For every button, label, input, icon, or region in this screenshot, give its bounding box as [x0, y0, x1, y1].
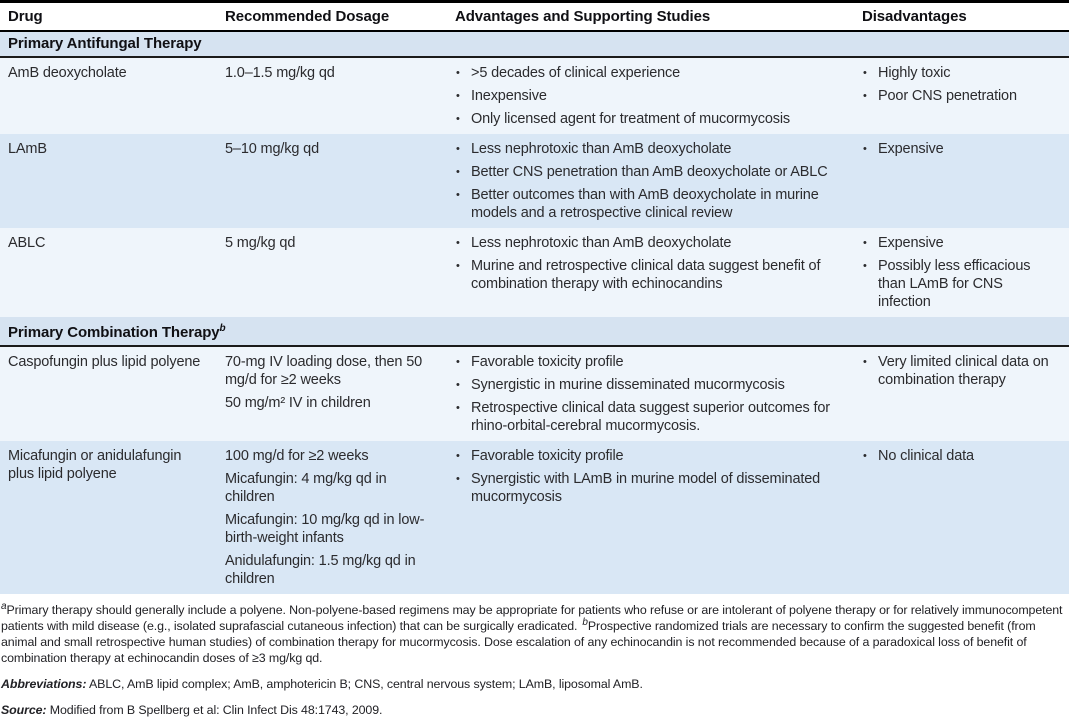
drug-name: LAmB [8, 141, 47, 157]
bullet-text: Possibly less efficacious than LAmB for CNS infection [878, 258, 1031, 310]
bullet-icon: • [863, 67, 867, 79]
dosage-cell [217, 134, 447, 228]
bullet-icon: • [863, 143, 867, 155]
drug-cell [0, 57, 217, 134]
advantages-cell [447, 441, 854, 594]
source-label: Source: [1, 703, 47, 717]
bullet-item [455, 447, 844, 465]
section-title [0, 31, 1069, 57]
bullet-text: Retrospective clinical data suggest superior outcomes for rhino-orbital-cerebral mucormycosis. [471, 400, 830, 434]
bullet-icon: • [456, 450, 460, 462]
bullet-text: Highly toxic [878, 65, 951, 81]
bullet-text: >5 decades of clinical experience [471, 65, 681, 81]
bullet-item [455, 186, 844, 222]
column-header-disadvantages: Disadvantages [854, 2, 1069, 32]
bullet-item [455, 257, 844, 293]
section-title-text: Primary Combination Therapy [8, 324, 220, 341]
section-title-text: Primary Antifungal Therapy [8, 35, 202, 52]
bullet-icon: • [456, 379, 460, 391]
bullet-item [862, 140, 1059, 158]
footnote-b-marker: b [582, 616, 588, 628]
bullet-text: Favorable toxicity profile [471, 354, 624, 370]
footnote-a-marker: a [1, 600, 7, 612]
abbreviations-text: ABLC, AmB lipid complex; AmB, amphotericin B; CNS, central nervous system; LAmB, liposomal AmB. [86, 677, 643, 691]
bullet-icon: • [456, 237, 460, 249]
bullet-text: Synergistic with LAmB in murine model of disseminated mucormycosis [471, 471, 821, 505]
disadvantages-list [862, 447, 1059, 465]
bullet-text: Expensive [878, 141, 944, 157]
bullet-text: Favorable toxicity profile [471, 448, 624, 464]
advantages-list [455, 447, 844, 506]
table-row [0, 346, 1069, 441]
source-text: Modified from B Spellberg et al: Clin Infect Dis 48:1743, 2009. [46, 703, 383, 717]
advantages-list [455, 353, 844, 435]
section-header-row [0, 31, 1069, 57]
bullet-item [862, 257, 1059, 311]
advantages-cell [447, 346, 854, 441]
dosage-line: Micafungin: 4 mg/kg qd in children [225, 471, 387, 505]
bullet-item [455, 470, 844, 506]
drug-cell [0, 346, 217, 441]
section-header-row [0, 317, 1069, 346]
disadvantages-list [862, 234, 1059, 311]
abbreviations-label: Abbreviations: [1, 677, 87, 691]
table-row [0, 228, 1069, 317]
source-line [0, 702, 1069, 718]
dosage-line: Anidulafungin: 1.5 mg/kg qd in children [225, 553, 416, 587]
bullet-text: Synergistic in murine disseminated mucormycosis [471, 377, 785, 393]
bullet-text: Very limited clinical data on combination therapy [878, 354, 1049, 388]
footnote-a-text: Primary therapy should generally include a polyene. Non-polyene-based regimens may be appropriate for patients who refuse or are intolerant of polyene therapy or for relatively immunocompetent patients with mild disease (e.g., isolated suprafascial cutaneous infection) that can be surgically eradicated. [1, 603, 1063, 633]
drug-cell [0, 228, 217, 317]
bullet-icon: • [456, 356, 460, 368]
drug-name: ABLC [8, 235, 46, 251]
bullet-item [455, 87, 844, 105]
bullet-item [455, 353, 844, 371]
bullet-icon: • [863, 450, 867, 462]
bullet-item [862, 64, 1059, 82]
disadvantages-cell [854, 441, 1069, 594]
bullet-icon: • [456, 473, 460, 485]
bullet-icon: • [863, 356, 867, 368]
bullet-item [455, 399, 844, 435]
bullet-icon: • [863, 260, 867, 272]
column-header-dosage: Recommended Dosage [217, 2, 447, 32]
bullet-item [862, 87, 1059, 105]
bullet-item [455, 234, 844, 252]
disadvantages-list [862, 64, 1059, 105]
bullet-item [455, 64, 844, 82]
dosage-cell [217, 346, 447, 441]
disadvantages-cell [854, 228, 1069, 317]
advantages-list [455, 64, 844, 128]
dosage-line: 5 mg/kg qd [225, 235, 296, 251]
advantages-list [455, 234, 844, 293]
dosage-cell [217, 57, 447, 134]
bullet-icon: • [456, 143, 460, 155]
section-title [0, 317, 1069, 346]
disadvantages-cell [854, 134, 1069, 228]
drug-name: AmB deoxycholate [8, 65, 127, 81]
footnote [0, 602, 1069, 666]
table-row [0, 134, 1069, 228]
bullet-text: Less nephrotoxic than AmB deoxycholate [471, 235, 732, 251]
table-row [0, 57, 1069, 134]
disadvantages-cell [854, 346, 1069, 441]
bullet-icon: • [456, 260, 460, 272]
dosage-cell [217, 441, 447, 594]
column-header-advantages: Advantages and Supporting Studies [447, 2, 854, 32]
bullet-text: Better CNS penetration than AmB deoxycholate or ABLC [471, 164, 828, 180]
section-footnote-marker: b [219, 323, 226, 334]
dosage-line: 50 mg/m² IV in children [225, 395, 371, 411]
bullet-text: Expensive [878, 235, 944, 251]
bullet-item [862, 353, 1059, 389]
dosage-line: 100 mg/d for ≥2 weeks [225, 448, 369, 464]
dosage-line: Micafungin: 10 mg/kg qd in low-birth-weight infants [225, 512, 425, 546]
bullet-text: Poor CNS penetration [878, 88, 1017, 104]
bullet-icon: • [863, 237, 867, 249]
bullet-icon: • [456, 189, 460, 201]
disadvantages-list [862, 140, 1059, 158]
bullet-icon: • [456, 90, 460, 102]
dosage-cell [217, 228, 447, 317]
table-header [0, 2, 1069, 32]
advantages-cell [447, 228, 854, 317]
dosage-line: 1.0–1.5 mg/kg qd [225, 65, 335, 81]
dosage-line: 70-mg IV loading dose, then 50 mg/d for ≥2 weeks [225, 354, 423, 388]
bullet-text: Inexpensive [471, 88, 547, 104]
bullet-item [862, 234, 1059, 252]
bullet-item [455, 376, 844, 394]
bullet-icon: • [456, 67, 460, 79]
advantages-list [455, 140, 844, 222]
dosage-line: 5–10 mg/kg qd [225, 141, 319, 157]
header-row [0, 2, 1069, 32]
drug-name: Caspofungin plus lipid polyene [8, 354, 201, 370]
drug-cell [0, 441, 217, 594]
drug-cell [0, 134, 217, 228]
footnote-b-text: Prospective randomized trials are necessary to confirm the suggested benefit (from animal and small retrospective human studies) of combination therapy for mucormycosis. Dose escalation of any echinocandin is not recommended because of a paradoxical loss of benefit of combination therapy at echinocandin doses of ≥3 mg/kg qd. [1, 619, 1036, 665]
bullet-item [862, 447, 1059, 465]
bullet-icon: • [456, 113, 460, 125]
bullet-text: Only licensed agent for treatment of mucormycosis [471, 111, 791, 127]
drug-name: Micafungin or anidulafungin plus lipid polyene [8, 448, 182, 482]
bullet-icon: • [456, 166, 460, 178]
bullet-icon: • [863, 90, 867, 102]
disadvantages-cell [854, 57, 1069, 134]
bullet-text: Better outcomes than with AmB deoxycholate in murine models and a retrospective clinical review [471, 187, 819, 221]
bullet-text: Less nephrotoxic than AmB deoxycholate [471, 141, 732, 157]
column-header-drug: Drug [0, 2, 217, 32]
bullet-item [455, 140, 844, 158]
bullet-item [455, 110, 844, 128]
table-body [0, 31, 1069, 594]
advantages-cell [447, 57, 854, 134]
bullet-text: No clinical data [878, 448, 974, 464]
bullet-text: Murine and retrospective clinical data suggest benefit of combination therapy with echinocandins [471, 258, 821, 292]
table-row [0, 441, 1069, 594]
bullet-item [455, 163, 844, 181]
advantages-cell [447, 134, 854, 228]
bullet-icon: • [456, 402, 460, 414]
disadvantages-list [862, 353, 1059, 389]
